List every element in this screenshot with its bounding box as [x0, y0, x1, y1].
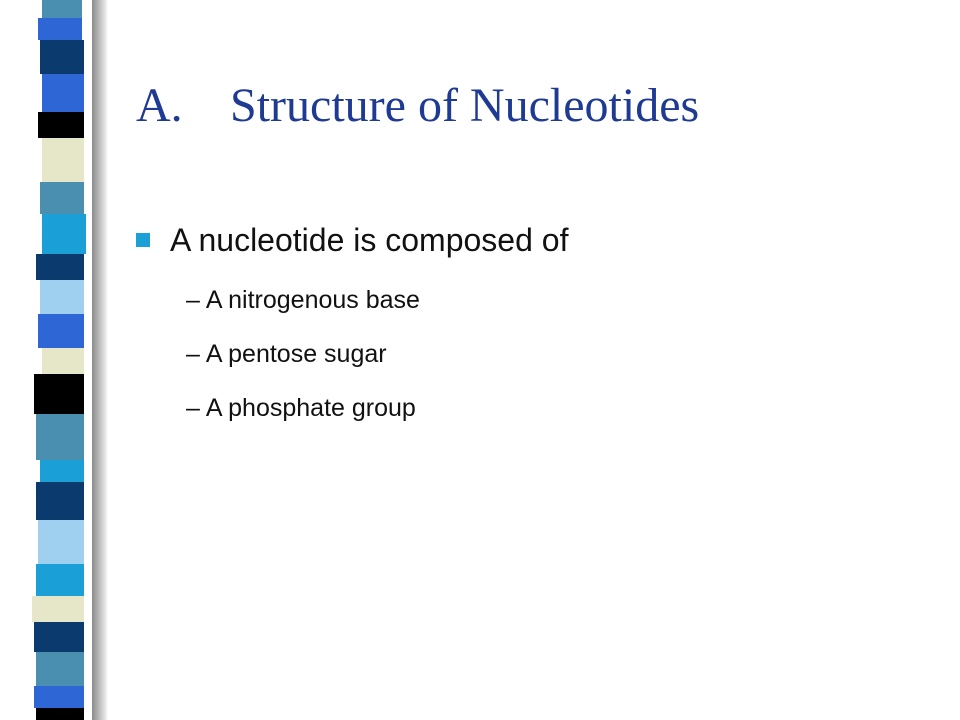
sub-bullet [186, 286, 420, 315]
main-bullet [136, 222, 568, 259]
decorative-stripe [32, 0, 92, 720]
dash-marker: – [186, 286, 200, 314]
sub-bullet-text: A pentose sugar [205, 340, 387, 368]
dash-marker: – [186, 394, 200, 422]
sub-bullet [186, 340, 387, 369]
sub-bullet [186, 394, 416, 423]
title-text: Structure of Nucleotides [230, 79, 700, 132]
slide-title [136, 78, 699, 133]
sub-bullet-text: A nitrogenous base [205, 286, 420, 314]
sub-bullet-text: A phosphate group [205, 394, 416, 422]
dash-marker: – [186, 340, 200, 368]
main-bullet-text: A nucleotide is composed of [170, 222, 569, 258]
title-number: A. [136, 79, 183, 132]
stripe-shadow [92, 0, 108, 720]
square-bullet-icon [136, 233, 150, 247]
